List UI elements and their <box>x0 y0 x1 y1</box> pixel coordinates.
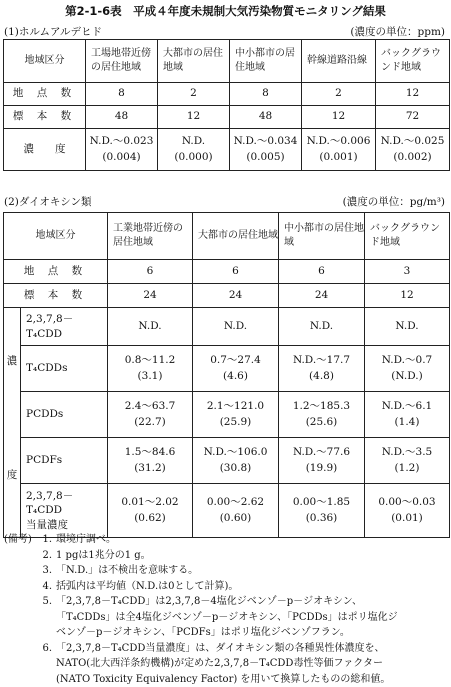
note-number <box>32 610 56 626</box>
range-value: N.D.～0.025 <box>376 134 449 150</box>
range-value: 2.4～63.7 <box>108 399 192 415</box>
table-cell <box>302 129 376 171</box>
range-value: 1.2～185.3 <box>279 399 364 415</box>
table-cell: 12 <box>365 284 450 308</box>
note-text: NATO(北大西洋条約機構)が定めた2,3,7,8－T₄CDD毒性等価ファクター <box>56 656 448 672</box>
table-cell: 12 <box>302 106 376 129</box>
note-line <box>4 579 448 595</box>
note-line <box>4 548 448 564</box>
average-value: (0.01) <box>365 511 449 527</box>
range-value: 2.1～121.0 <box>193 399 278 415</box>
row-label: 濃 度 <box>4 129 86 171</box>
note-line <box>4 656 448 672</box>
average-value: (25.9) <box>193 415 278 431</box>
range-value: N.D.～17.7 <box>279 353 364 369</box>
note-text: 「2,3,7,8－T₄CDD」は2,3,7,8－4塩化ジベンゾ－p－ジオキシン、 <box>56 594 448 610</box>
notes <box>4 532 448 687</box>
table-row <box>4 308 450 346</box>
header-col: 中小都市の居住地域 <box>230 40 302 83</box>
table-cell: 6 <box>108 260 193 284</box>
note-text: 環境庁調べ。 <box>56 532 448 548</box>
table-row <box>4 438 450 484</box>
range-value: 0.7～27.4 <box>193 353 278 369</box>
substance-label: T₄CDDs <box>21 346 108 392</box>
table-cell: 8 <box>230 83 302 106</box>
table-row <box>4 83 450 106</box>
range-value: 0.8～11.2 <box>108 353 192 369</box>
table-cell: 72 <box>376 106 450 129</box>
table-cell <box>193 438 279 484</box>
range-value: N.D.～0.023 <box>86 134 157 150</box>
table-title: 第2-1-6表 平成４年度未規制大気汚染物質モニタリング結果 <box>0 3 451 19</box>
note-line <box>4 625 448 641</box>
average-value: (30.8) <box>193 461 278 477</box>
note-line <box>4 641 448 657</box>
substance-name: T₄CDD <box>26 503 107 517</box>
range-value: 0.01～2.02 <box>108 495 192 511</box>
table-row <box>4 392 450 438</box>
header-col: バックグラウンド地域 <box>365 213 450 260</box>
table-cell <box>86 129 158 171</box>
concentration-label-top: 濃 <box>4 354 20 368</box>
table-cell: 12 <box>376 83 450 106</box>
table-cell <box>193 484 279 538</box>
table-cell <box>365 346 450 392</box>
table-row <box>4 129 450 171</box>
header-col: 工業地帯近傍の居住地域 <box>108 213 193 260</box>
header-col: 大都市の居住地域 <box>158 40 230 83</box>
table-cell <box>365 392 450 438</box>
table-cell: 8 <box>86 83 158 106</box>
note-number: 5. <box>32 594 56 610</box>
substance-name: 2,3,7,8－ <box>26 489 107 503</box>
table-cell <box>279 484 365 538</box>
range-value: 0.00～2.62 <box>193 495 278 511</box>
table-cell <box>279 346 365 392</box>
header-col: 工場地帯近傍の居住地域 <box>86 40 158 83</box>
average-value: (0.001) <box>302 150 375 166</box>
table-cell: 48 <box>230 106 302 129</box>
range-value: 0.00～1.85 <box>279 495 364 511</box>
average-value: (0.002) <box>376 150 449 166</box>
table-cell <box>193 392 279 438</box>
note-line <box>4 610 448 626</box>
section-2-label: (2)ダイオキシン類 <box>4 194 91 209</box>
substance-name: T₄CDD <box>26 327 107 342</box>
note-line <box>4 532 448 548</box>
average-value: (0.60) <box>193 511 278 527</box>
header-col: 幹線道路沿線 <box>302 40 376 83</box>
average-value: (19.9) <box>279 461 364 477</box>
table-cell <box>279 392 365 438</box>
table-cell: 24 <box>108 284 193 308</box>
note-line <box>4 563 448 579</box>
note-text: (NATO Toxicity Equivalency Factor) を用いて換算したものの総和値。 <box>56 672 448 687</box>
table-cell <box>376 129 450 171</box>
substance-label: PCDDs <box>21 392 108 438</box>
average-value: (0.62) <box>108 511 192 527</box>
concentration-label-bottom: 度 <box>4 468 20 482</box>
note-number <box>32 625 56 641</box>
range-value: N.D.～0.006 <box>302 134 375 150</box>
header-area: 地域区分 <box>4 213 108 260</box>
note-number: 3. <box>32 563 56 579</box>
range-value: N.D.～106.0 <box>193 445 278 461</box>
dioxin-table <box>3 212 450 538</box>
row-label: 標 本 数 <box>4 284 108 308</box>
header-area: 地域区分 <box>4 40 86 83</box>
average-value: (0.000) <box>158 150 229 166</box>
header-col: 大都市の居住地域 <box>193 213 279 260</box>
range-value: N.D.～0.034 <box>230 134 301 150</box>
range-value: N.D. <box>158 134 229 150</box>
table-cell <box>108 346 193 392</box>
note-line <box>4 594 448 610</box>
row-label: 地 点 数 <box>4 83 86 106</box>
table-cell <box>365 438 450 484</box>
substance-label: PCDFs <box>21 438 108 484</box>
table-header-row <box>4 40 450 83</box>
range-value: 1.5～84.6 <box>108 445 192 461</box>
range-value: 0.00～0.03 <box>365 495 449 511</box>
section-1-label: (1)ホルムアルデヒド <box>4 24 102 39</box>
note-text: 「2,3,7,8－T₄CDD当量濃度」は、ダイオキシン類の各種異性体濃度を、 <box>56 641 448 657</box>
table-cell <box>279 438 365 484</box>
table-cell: 3 <box>365 260 450 284</box>
table-cell <box>230 129 302 171</box>
table-cell: 2 <box>302 83 376 106</box>
formaldehyde-table <box>3 39 450 171</box>
table-cell: 6 <box>193 260 279 284</box>
note-number: 4. <box>32 579 56 595</box>
table-cell: N.D. <box>193 308 279 346</box>
average-value: (0.36) <box>279 511 364 527</box>
range-value: N.D.～77.6 <box>279 445 364 461</box>
table-row <box>4 346 450 392</box>
table-cell: N.D. <box>108 308 193 346</box>
substance-label <box>21 484 108 538</box>
range-value: N.D.～3.5 <box>365 445 449 461</box>
table-cell: N.D. <box>279 308 365 346</box>
table-cell: 2 <box>158 83 230 106</box>
table-cell <box>193 346 279 392</box>
range-value: N.D.～6.1 <box>365 399 449 415</box>
table-row <box>4 484 450 538</box>
note-text: ベンゾ－p－ジオキシン、「PCDFs」はポリ塩化ジベンゾフラン。 <box>56 625 448 641</box>
table-header-row <box>4 213 450 260</box>
average-value: (3.1) <box>108 369 192 385</box>
table-cell <box>108 392 193 438</box>
table-cell: N.D. <box>365 308 450 346</box>
table-row <box>4 260 450 284</box>
table-cell: 12 <box>158 106 230 129</box>
average-value: (0.005) <box>230 150 301 166</box>
substance-name: 当量濃度 <box>26 518 107 532</box>
average-value: (N.D.) <box>365 369 449 385</box>
concentration-label <box>4 308 21 538</box>
note-number: 6. <box>32 641 56 657</box>
note-text: 「N.D.」は不検出を意味する。 <box>56 563 448 579</box>
table-cell: 48 <box>86 106 158 129</box>
average-value: (4.8) <box>279 369 364 385</box>
table-cell: 6 <box>279 260 365 284</box>
table-row <box>4 106 450 129</box>
average-value: (4.6) <box>193 369 278 385</box>
table-row <box>4 284 450 308</box>
substance-name: 2,3,7,8－ <box>26 312 107 327</box>
range-value: N.D.～0.7 <box>365 353 449 369</box>
table-cell: 24 <box>193 284 279 308</box>
note-number: 2. <box>32 548 56 564</box>
notes-label: (備考) <box>4 532 32 548</box>
average-value: (25.6) <box>279 415 364 431</box>
table-cell <box>108 438 193 484</box>
section-2-unit: (濃度の単位：pg/m³) <box>343 194 445 209</box>
average-value: (1.2) <box>365 461 449 477</box>
average-value: (1.4) <box>365 415 449 431</box>
row-label: 標 本 数 <box>4 106 86 129</box>
section-1-unit: (濃度の単位：ppm) <box>350 24 445 39</box>
substance-label <box>21 308 108 346</box>
note-number: 1. <box>32 532 56 548</box>
average-value: (22.7) <box>108 415 192 431</box>
note-text: 1 pgは1兆分の1 g。 <box>56 548 448 564</box>
note-number <box>32 656 56 672</box>
note-text: 括弧内は平均値（N.D.は0として計算)。 <box>56 579 448 595</box>
note-text: 「T₄CDDs」は全4塩化ジベンゾ－p－ジオキシン、「PCDDs」はポリ塩化ジ <box>56 610 448 626</box>
average-value: (0.004) <box>86 150 157 166</box>
table-cell: 24 <box>279 284 365 308</box>
header-col: 中小都市の居住地域 <box>279 213 365 260</box>
average-value: (31.2) <box>108 461 192 477</box>
table-cell <box>158 129 230 171</box>
table-cell <box>365 484 450 538</box>
table-cell <box>108 484 193 538</box>
row-label: 地 点 数 <box>4 260 108 284</box>
header-col: バックグラウンド地域 <box>376 40 450 83</box>
